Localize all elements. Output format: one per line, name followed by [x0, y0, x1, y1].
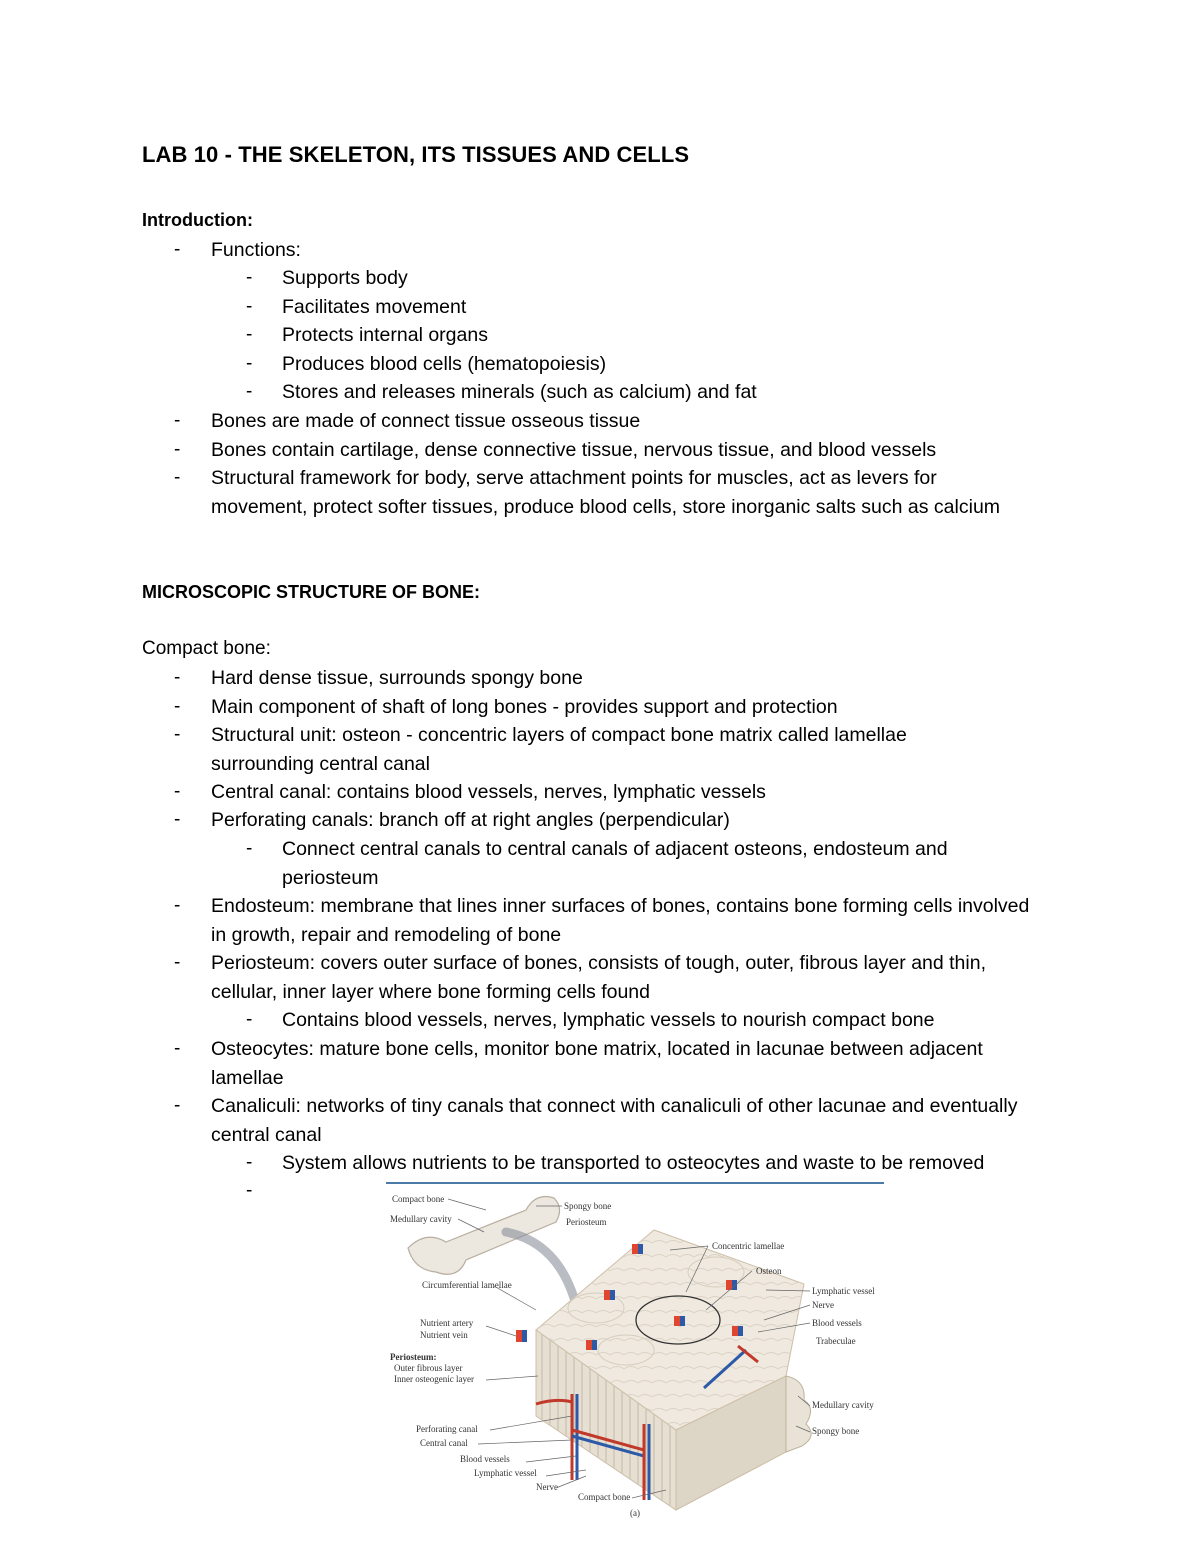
bullet-dash: -: [174, 439, 181, 460]
bullet-dash: -: [246, 324, 253, 345]
bullet-dash: -: [174, 239, 181, 260]
label-medullary-cavity-right: Medullary cavity: [812, 1400, 874, 1410]
bullet-dash: -: [174, 724, 181, 745]
compact-bone-figure: [386, 1180, 886, 1520]
page-title: LAB 10 - THE SKELETON, ITS TISSUES AND CELLS: [142, 142, 690, 167]
bullet-dash: -: [174, 781, 181, 802]
label-inner-osteogenic-layer: Inner osteogenic layer: [394, 1374, 474, 1384]
label-periosteum-heading: Periosteum:: [390, 1352, 437, 1362]
bullet-dash: -: [246, 353, 253, 374]
bullet-dash: -: [174, 696, 181, 717]
label-panel: (a): [630, 1508, 640, 1518]
label-osteon: Osteon: [756, 1266, 782, 1276]
bullet-dash: -: [174, 952, 181, 973]
label-trabeculae: Trabeculae: [816, 1336, 856, 1346]
label-spongy-bone-right: Spongy bone: [812, 1426, 860, 1436]
intro-heading: Introduction:: [142, 210, 253, 230]
long-bone-icon: [408, 1197, 560, 1275]
label-perforating-canal: Perforating canal: [416, 1424, 478, 1434]
bullet-dash: -: [246, 381, 253, 402]
bullet-dash: -: [246, 838, 253, 859]
label-spongy-bone: Spongy bone: [564, 1201, 612, 1211]
spongy-bone-edge: [786, 1376, 811, 1452]
label-lymphatic-vessel: Lymphatic vessel: [812, 1286, 875, 1296]
label-compact-bone-bottom: Compact bone: [578, 1492, 631, 1502]
bullet-dash: -: [174, 1038, 181, 1059]
label-nutrient-artery: Nutrient artery: [420, 1318, 474, 1328]
label-concentric-lamellae: Concentric lamellae: [712, 1241, 785, 1251]
label-outer-fibrous-layer: Outer fibrous layer: [394, 1363, 463, 1373]
label-compact-bone: Compact bone: [392, 1194, 445, 1204]
bullet-dash: -: [174, 1095, 181, 1116]
bullet-dash: -: [174, 809, 181, 830]
label-central-canal: Central canal: [420, 1438, 468, 1448]
label-periosteum: Periosteum: [566, 1217, 607, 1227]
zoom-arrow: [506, 1232, 574, 1298]
bullet-dash: -: [174, 467, 181, 488]
bullet-dash: -: [174, 895, 181, 916]
bullet-dash: -: [246, 1180, 253, 1201]
label-lymphatic-vessel-bottom: Lymphatic vessel: [474, 1468, 537, 1478]
bullet-dash: -: [246, 296, 253, 317]
bullet-dash: -: [174, 667, 181, 688]
document-page: LAB 10 - THE SKELETON, ITS TISSUES AND CELLS Introduction: - Functions: - Supports body - Facilitates movement - Protects internal organs - Produces blood cells (hematopoiesis) - Stores and releases minerals (such as calcium) and fat - Bones are made of connect tissue osseous tissue - Bones contain cartilage, dense connective tissue, nervous tissue, and blood vessels - Structural framework for body, serve attachment points for muscles, act as levers for movement, protect softer tissues, produce blood cells, store inorganic salts such as calcium MICROSCOPIC STRUCTURE OF BONE: Compact bone: - Hard dense tissue, surrounds spongy bone - Main component of shaft of long bones - provides support and protection - Structural unit: osteon - concentric layers of compact bone matrix called lamellae surrounding central canal - Central canal: contains blood vessels, nerves, lymphatic vessels - Perforating canals: branch off at right angles (perpendicular) - Connect central canals to central canals of adjacent osteons, endosteum and periosteum - Endosteum: membrane that lines inner surfaces of bones, contains bone forming cells involved in growth, repair and remodeling of bone - Periosteum: covers outer surface of bones, consists of tough, outer, fibrous layer and thin, cellular, inner layer where bone forming cells found - Contains blood vessels, nerves, lymphatic vessels to nourish compact bone - Osteocytes: mature bone cells, monitor bone matrix, located in lacunae between adjacent lamellae - Canaliculi: networks of tiny canals that connect with canaliculi of other lacunae and eventually central canal - System allows nutrients to be transported to osteocytes and waste to be removed - Compact bone Medullary cavity Circumferential lamellae Nutrient artery Nutrient vein Periosteum: Outer fibrous layer Inner osteogenic layer Perforating canal Central canal Blood vessels Lymphatic vessel Nerve Compact bone (a) Spongy bone Periosteum Concentric lamellae Osteon Lymphatic vessel Nerve Blood vessels Trabeculae Medullary cavity Spongy bone: [142, 142, 1030, 1518]
section-heading: MICROSCOPIC STRUCTURE OF BONE:: [142, 582, 481, 602]
label-circumferential-lamellae: Circumferential lamellae: [422, 1280, 512, 1290]
label-blood-vessels: Blood vessels: [812, 1318, 862, 1328]
bullet-dash: -: [246, 267, 253, 288]
bullet-dash: -: [246, 1009, 253, 1030]
label-nerve-bottom: Nerve: [536, 1482, 558, 1492]
label-blood-vessels-bottom: Blood vessels: [460, 1454, 510, 1464]
label-nerve: Nerve: [812, 1300, 834, 1310]
bullet-dash: -: [246, 1152, 253, 1173]
bone-diagram: [386, 1180, 886, 1520]
label-medullary-cavity: Medullary cavity: [390, 1214, 452, 1224]
subheading: Compact bone:: [142, 638, 271, 659]
bullet-dash: -: [174, 410, 181, 431]
label-nutrient-vein: Nutrient vein: [420, 1330, 468, 1340]
